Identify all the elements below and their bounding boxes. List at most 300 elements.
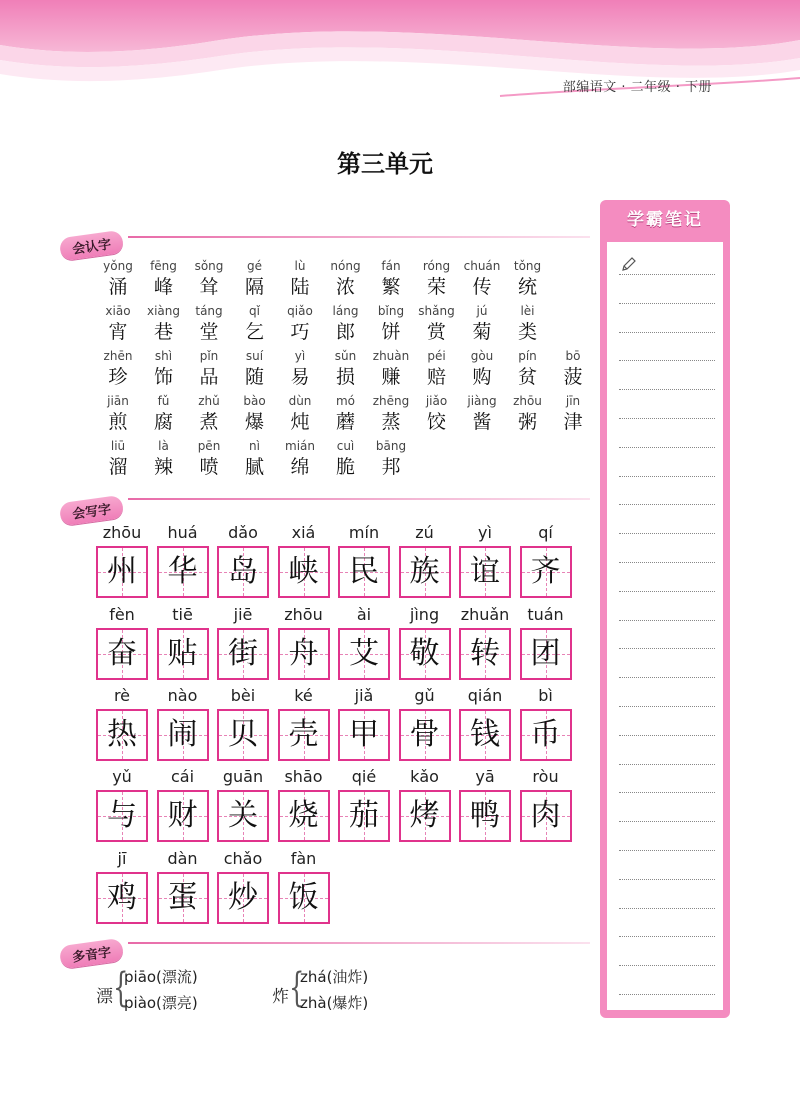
hanzi: 蛋: [167, 880, 198, 915]
tianzige-box: [459, 546, 511, 598]
recognize-char: [413, 393, 461, 435]
tianzige-box: [338, 546, 390, 598]
hanzi: 赏: [426, 321, 446, 343]
hanzi: 绵: [290, 456, 310, 478]
pinyin: lù: [294, 259, 306, 273]
pinyin: jiǎ: [354, 686, 374, 705]
tianzige-box: [459, 628, 511, 680]
pinyin: jiān: [107, 394, 129, 408]
pinyin: bāng: [375, 439, 407, 453]
write-char-cell: [215, 848, 271, 924]
tianzige-box: [157, 790, 209, 842]
recognize-char: [231, 348, 279, 390]
notes-paper[interactable]: [607, 242, 723, 1010]
write-char-cell: [215, 685, 271, 761]
hanzi: 品: [199, 366, 219, 388]
note-line: [619, 303, 715, 304]
write-char-cell: [276, 522, 332, 598]
recognize-char: [276, 303, 324, 345]
pinyin: xiá: [291, 523, 316, 542]
write-char-cell: [276, 685, 332, 761]
write-char-cell: [457, 522, 513, 598]
hanzi: 饺: [426, 411, 446, 433]
pinyin: jìng: [409, 605, 440, 624]
tianzige-box: [399, 709, 451, 761]
pinyin: liū: [110, 439, 126, 453]
tianzige-box: [278, 790, 330, 842]
note-line: [619, 360, 715, 361]
pinyin: dùn: [288, 394, 312, 408]
hanzi: 团: [530, 636, 561, 671]
write-char-cell: [518, 522, 574, 598]
tianzige-box: [520, 709, 572, 761]
note-line: [619, 677, 715, 678]
section-label: 会认字: [59, 229, 125, 261]
section-tag-polyphonic: [60, 940, 123, 966]
pinyin: ài: [356, 605, 372, 624]
hanzi: 饼: [381, 321, 401, 343]
recognize-char: [231, 258, 279, 300]
hanzi: 岛: [228, 554, 258, 589]
write-char-cell: [397, 522, 453, 598]
polyphonic-reading: piào(漂亮): [124, 994, 198, 1012]
pinyin: xiāo: [105, 304, 131, 318]
pinyin: zhuàn: [372, 349, 410, 363]
hanzi: 涌: [108, 276, 128, 298]
tianzige-box: [96, 628, 148, 680]
notes-panel: [600, 200, 730, 1018]
tianzige-box: [96, 709, 148, 761]
pinyin: zhuǎn: [460, 605, 510, 624]
pinyin: bì: [538, 686, 553, 705]
pinyin: jiē: [233, 605, 253, 624]
hanzi: 腻: [244, 456, 264, 478]
hanzi: 腐: [153, 411, 173, 433]
tianzige-box: [520, 790, 572, 842]
pinyin: yǒng: [103, 259, 133, 273]
note-line: [619, 620, 715, 621]
pinyin: nóng: [330, 259, 361, 273]
hanzi: 闹: [167, 717, 198, 752]
pinyin: fǔ: [157, 394, 170, 408]
pinyin: bèi: [230, 686, 256, 705]
recognize-char: [231, 393, 279, 435]
pinyin: pín: [518, 349, 537, 363]
note-line: [619, 936, 715, 937]
pinyin: là: [158, 439, 169, 453]
hanzi: 巧: [290, 321, 310, 343]
brace-icon: {: [113, 965, 129, 1011]
write-char-cell: [336, 522, 392, 598]
polyphonic-reading: zhà(爆炸): [300, 994, 369, 1012]
polyphonic-char: 炸: [272, 987, 289, 1007]
pinyin: guān: [222, 767, 264, 786]
section-divider: [128, 498, 590, 500]
write-char-cell: [215, 604, 271, 680]
hanzi: 甲: [349, 717, 379, 752]
hanzi: 转: [470, 636, 500, 671]
section-label: 会写字: [59, 494, 125, 526]
pinyin: shāo: [284, 767, 323, 786]
hanzi: 壳: [288, 717, 319, 752]
write-char-cell: [336, 685, 392, 761]
write-char-cell: [397, 685, 453, 761]
pinyin: gé: [247, 259, 262, 273]
tianzige-box: [157, 628, 209, 680]
recognize-row: [100, 303, 580, 347]
hanzi: 类: [517, 321, 537, 343]
notes-title: 学霸笔记: [627, 210, 703, 230]
pinyin: jiàng: [467, 394, 497, 408]
tianzige-box: [278, 546, 330, 598]
tianzige-box: [278, 872, 330, 924]
hanzi: 族: [409, 554, 440, 589]
pinyin: yā: [475, 767, 495, 786]
pinyin: dàn: [167, 849, 198, 868]
tianzige-box: [217, 872, 269, 924]
recognize-char: [185, 348, 233, 390]
note-line: [619, 879, 715, 880]
pinyin: nì: [249, 439, 260, 453]
recognize-char: [185, 438, 233, 480]
tianzige-box: [96, 790, 148, 842]
hanzi: 热: [107, 717, 137, 752]
pinyin: zú: [415, 523, 434, 542]
write-char-cell: [94, 848, 150, 924]
note-line: [619, 274, 715, 275]
hanzi: 谊: [470, 554, 500, 589]
recognize-row: [100, 348, 583, 392]
hanzi: 炖: [290, 411, 310, 433]
write-char-cell: [457, 685, 513, 761]
pinyin: xiàng: [146, 304, 180, 318]
recognize-char: [322, 348, 370, 390]
pinyin: yì: [478, 523, 492, 542]
polyphonic-reading: piāo(漂流): [124, 968, 198, 986]
recognize-char: [413, 348, 461, 390]
recognize-char: [140, 258, 188, 300]
write-char-cell: [457, 604, 513, 680]
recognize-char: [549, 348, 597, 390]
recognize-char: [185, 303, 233, 345]
recognize-char: [94, 438, 142, 480]
pinyin: mín: [348, 523, 380, 542]
hanzi: 购: [472, 366, 492, 388]
hanzi: 煎: [108, 411, 128, 433]
hanzi: 贴: [167, 636, 198, 671]
note-line: [619, 764, 715, 765]
write-char-cell: [94, 766, 150, 842]
pinyin: zhēng: [372, 394, 410, 408]
write-char-cell: [155, 522, 211, 598]
recognize-char: [276, 438, 324, 480]
polyphonic-char: 漂: [96, 987, 113, 1007]
hanzi: 舟: [288, 636, 319, 671]
hanzi: 珍: [108, 366, 128, 388]
pinyin: zhēn: [103, 349, 133, 363]
hanzi: 传: [472, 276, 492, 298]
hanzi: 奋: [107, 636, 137, 671]
recognize-char: [94, 258, 142, 300]
recognize-char: [322, 393, 370, 435]
write-char-cell: [155, 604, 211, 680]
pinyin: shǎng: [418, 304, 455, 318]
pinyin: jú: [476, 304, 488, 318]
tianzige-box: [520, 546, 572, 598]
hanzi: 易: [290, 366, 310, 388]
tianzige-box: [520, 628, 572, 680]
tianzige-box: [278, 628, 330, 680]
note-line: [619, 735, 715, 736]
write-char-cell: [518, 685, 574, 761]
section-divider: [128, 236, 590, 238]
write-char-cell: [155, 766, 211, 842]
hanzi: 辣: [153, 456, 173, 478]
pinyin: yǔ: [112, 767, 132, 786]
note-line: [619, 850, 715, 851]
section-tag-recognize: [60, 232, 123, 258]
recognize-char: [504, 303, 552, 345]
pinyin: táng: [195, 304, 223, 318]
hanzi: 鸭: [470, 798, 500, 833]
recognize-char: [413, 258, 461, 300]
hanzi: 赚: [381, 366, 401, 388]
recognize-char: [276, 258, 324, 300]
hanzi: 郎: [335, 321, 355, 343]
note-line: [619, 965, 715, 966]
write-char-cell: [276, 848, 332, 924]
write-char-cell: [155, 685, 211, 761]
note-line: [619, 994, 715, 995]
recognize-char: [458, 303, 506, 345]
write-char-cell: [276, 604, 332, 680]
pinyin: qiǎo: [287, 304, 313, 318]
hanzi: 华: [167, 554, 198, 589]
note-line: [619, 504, 715, 505]
recognize-char: [94, 348, 142, 390]
recognize-char: [276, 348, 324, 390]
hanzi: 骨: [409, 717, 440, 752]
recognize-char: [94, 393, 142, 435]
pinyin: chǎo: [223, 849, 263, 868]
hanzi: 钱: [470, 717, 500, 752]
pinyin: jīn: [565, 394, 581, 408]
write-char-cell: [457, 766, 513, 842]
pinyin: rè: [113, 686, 131, 705]
hanzi: 隔: [244, 276, 264, 298]
tianzige-box: [217, 790, 269, 842]
recognize-char: [367, 438, 415, 480]
hanzi: 蘑: [335, 411, 355, 433]
hanzi: 关: [228, 798, 258, 833]
recognize-char: [185, 258, 233, 300]
write-char-cell: [215, 522, 271, 598]
tianzige-box: [217, 628, 269, 680]
tianzige-box: [96, 546, 148, 598]
hanzi: 炒: [228, 880, 258, 915]
hanzi: 峡: [288, 554, 319, 589]
hanzi: 爆: [244, 411, 264, 433]
recognize-char: [231, 303, 279, 345]
pencil-icon: [621, 256, 637, 272]
hanzi: 街: [228, 636, 258, 671]
pinyin: tiē: [172, 605, 193, 624]
pinyin: cái: [170, 767, 195, 786]
hanzi: 贝: [228, 717, 258, 752]
pinyin: yì: [294, 349, 306, 363]
tianzige-box: [459, 790, 511, 842]
pinyin: kǎo: [410, 767, 439, 786]
hanzi: 财: [167, 798, 198, 833]
recognize-char: [367, 393, 415, 435]
pinyin: zhōu: [102, 523, 142, 542]
recognize-char: [549, 393, 597, 435]
hanzi: 与: [107, 798, 137, 833]
recognize-char: [367, 348, 415, 390]
recognize-char: [322, 258, 370, 300]
hanzi: 民: [349, 554, 379, 589]
hanzi: 津: [563, 411, 583, 433]
recognize-char: [458, 258, 506, 300]
tianzige-box: [157, 546, 209, 598]
hanzi: 烧: [288, 798, 319, 833]
hanzi: 菠: [563, 366, 583, 388]
hanzi: 陆: [290, 276, 310, 298]
pinyin: bào: [243, 394, 266, 408]
note-line: [619, 648, 715, 649]
note-line: [619, 792, 715, 793]
write-char-cell: [155, 848, 211, 924]
hanzi: 荣: [426, 276, 446, 298]
pinyin: fèn: [109, 605, 135, 624]
hanzi: 喷: [199, 456, 219, 478]
pinyin: qí: [538, 523, 553, 542]
recognize-char: [231, 438, 279, 480]
tianzige-box: [157, 709, 209, 761]
hanzi: 繁: [381, 276, 401, 298]
tianzige-box: [217, 709, 269, 761]
pinyin: lèi: [520, 304, 535, 318]
pinyin: fán: [381, 259, 401, 273]
recognize-char: [367, 303, 415, 345]
hanzi: 巷: [153, 321, 173, 343]
section-tag-write: [60, 497, 123, 523]
hanzi: 粥: [517, 411, 537, 433]
hanzi: 鸡: [107, 880, 137, 915]
pinyin: sǒng: [194, 259, 224, 273]
pinyin: huá: [167, 523, 198, 542]
tianzige-box: [338, 790, 390, 842]
pinyin: bǐng: [377, 304, 405, 318]
tianzige-box: [399, 628, 451, 680]
write-char-cell: [397, 766, 453, 842]
hanzi: 统: [517, 276, 537, 298]
note-line: [619, 821, 715, 822]
note-line: [619, 332, 715, 333]
hanzi: 酱: [472, 411, 492, 433]
hanzi: 浓: [335, 276, 355, 298]
pinyin: nào: [167, 686, 198, 705]
note-line: [619, 591, 715, 592]
recognize-char: [185, 393, 233, 435]
hanzi: 齐: [530, 554, 561, 589]
pinyin: ké: [294, 686, 313, 705]
tianzige-box: [278, 709, 330, 761]
hanzi: 蒸: [381, 411, 401, 433]
recognize-char: [322, 303, 370, 345]
book-title: 部编语文 · 二年级 · 下册: [562, 80, 712, 95]
note-line: [619, 562, 715, 563]
hanzi: 损: [335, 366, 355, 388]
pinyin: mián: [285, 439, 315, 453]
pinyin: róng: [422, 259, 451, 273]
pinyin: ròu: [532, 767, 559, 786]
pinyin: zhōu: [284, 605, 323, 624]
pinyin: cuì: [336, 439, 355, 453]
hanzi: 饭: [288, 880, 319, 915]
tianzige-box: [399, 546, 451, 598]
pinyin: zhōu: [513, 394, 542, 408]
hanzi: 贫: [517, 366, 537, 388]
note-line: [619, 447, 715, 448]
tianzige-box: [399, 790, 451, 842]
note-line: [619, 533, 715, 534]
pinyin: péi: [427, 349, 446, 363]
hanzi: 煮: [199, 411, 219, 433]
recognize-char: [458, 393, 506, 435]
pinyin: tǒng: [513, 259, 542, 273]
recognize-row: [100, 258, 580, 302]
pinyin: jiǎo: [425, 394, 448, 408]
pinyin: gǔ: [414, 686, 435, 705]
hanzi: 币: [530, 717, 561, 752]
note-line: [619, 706, 715, 707]
recognize-char: [140, 438, 188, 480]
recognize-char: [94, 303, 142, 345]
pinyin: zhǔ: [198, 394, 220, 408]
write-char-cell: [336, 604, 392, 680]
hanzi: 赔: [426, 366, 446, 388]
pinyin: pǐn: [199, 349, 219, 363]
hanzi: 堂: [199, 321, 219, 343]
tianzige-box: [157, 872, 209, 924]
recognize-char: [504, 393, 552, 435]
recognize-char: [322, 438, 370, 480]
tianzige-box: [217, 546, 269, 598]
hanzi: 邦: [381, 456, 401, 478]
unit-title: 第三单元: [337, 150, 433, 178]
recognize-char: [140, 393, 188, 435]
pinyin: dǎo: [228, 523, 258, 542]
recognize-char: [367, 258, 415, 300]
recognize-char: [458, 348, 506, 390]
section-label: 多音字: [59, 937, 125, 969]
write-char-cell: [518, 766, 574, 842]
pinyin: fēng: [150, 259, 177, 273]
section-divider: [128, 942, 590, 944]
write-char-cell: [276, 766, 332, 842]
tianzige-box: [459, 709, 511, 761]
recognize-char: [413, 303, 461, 345]
write-char-cell: [518, 604, 574, 680]
write-char-cell: [94, 604, 150, 680]
hanzi: 饰: [153, 366, 173, 388]
pinyin: chuán: [463, 259, 501, 273]
hanzi: 肉: [530, 798, 561, 833]
hanzi: 烤: [409, 798, 440, 833]
write-char-cell: [94, 522, 150, 598]
pinyin: bō: [565, 349, 581, 363]
